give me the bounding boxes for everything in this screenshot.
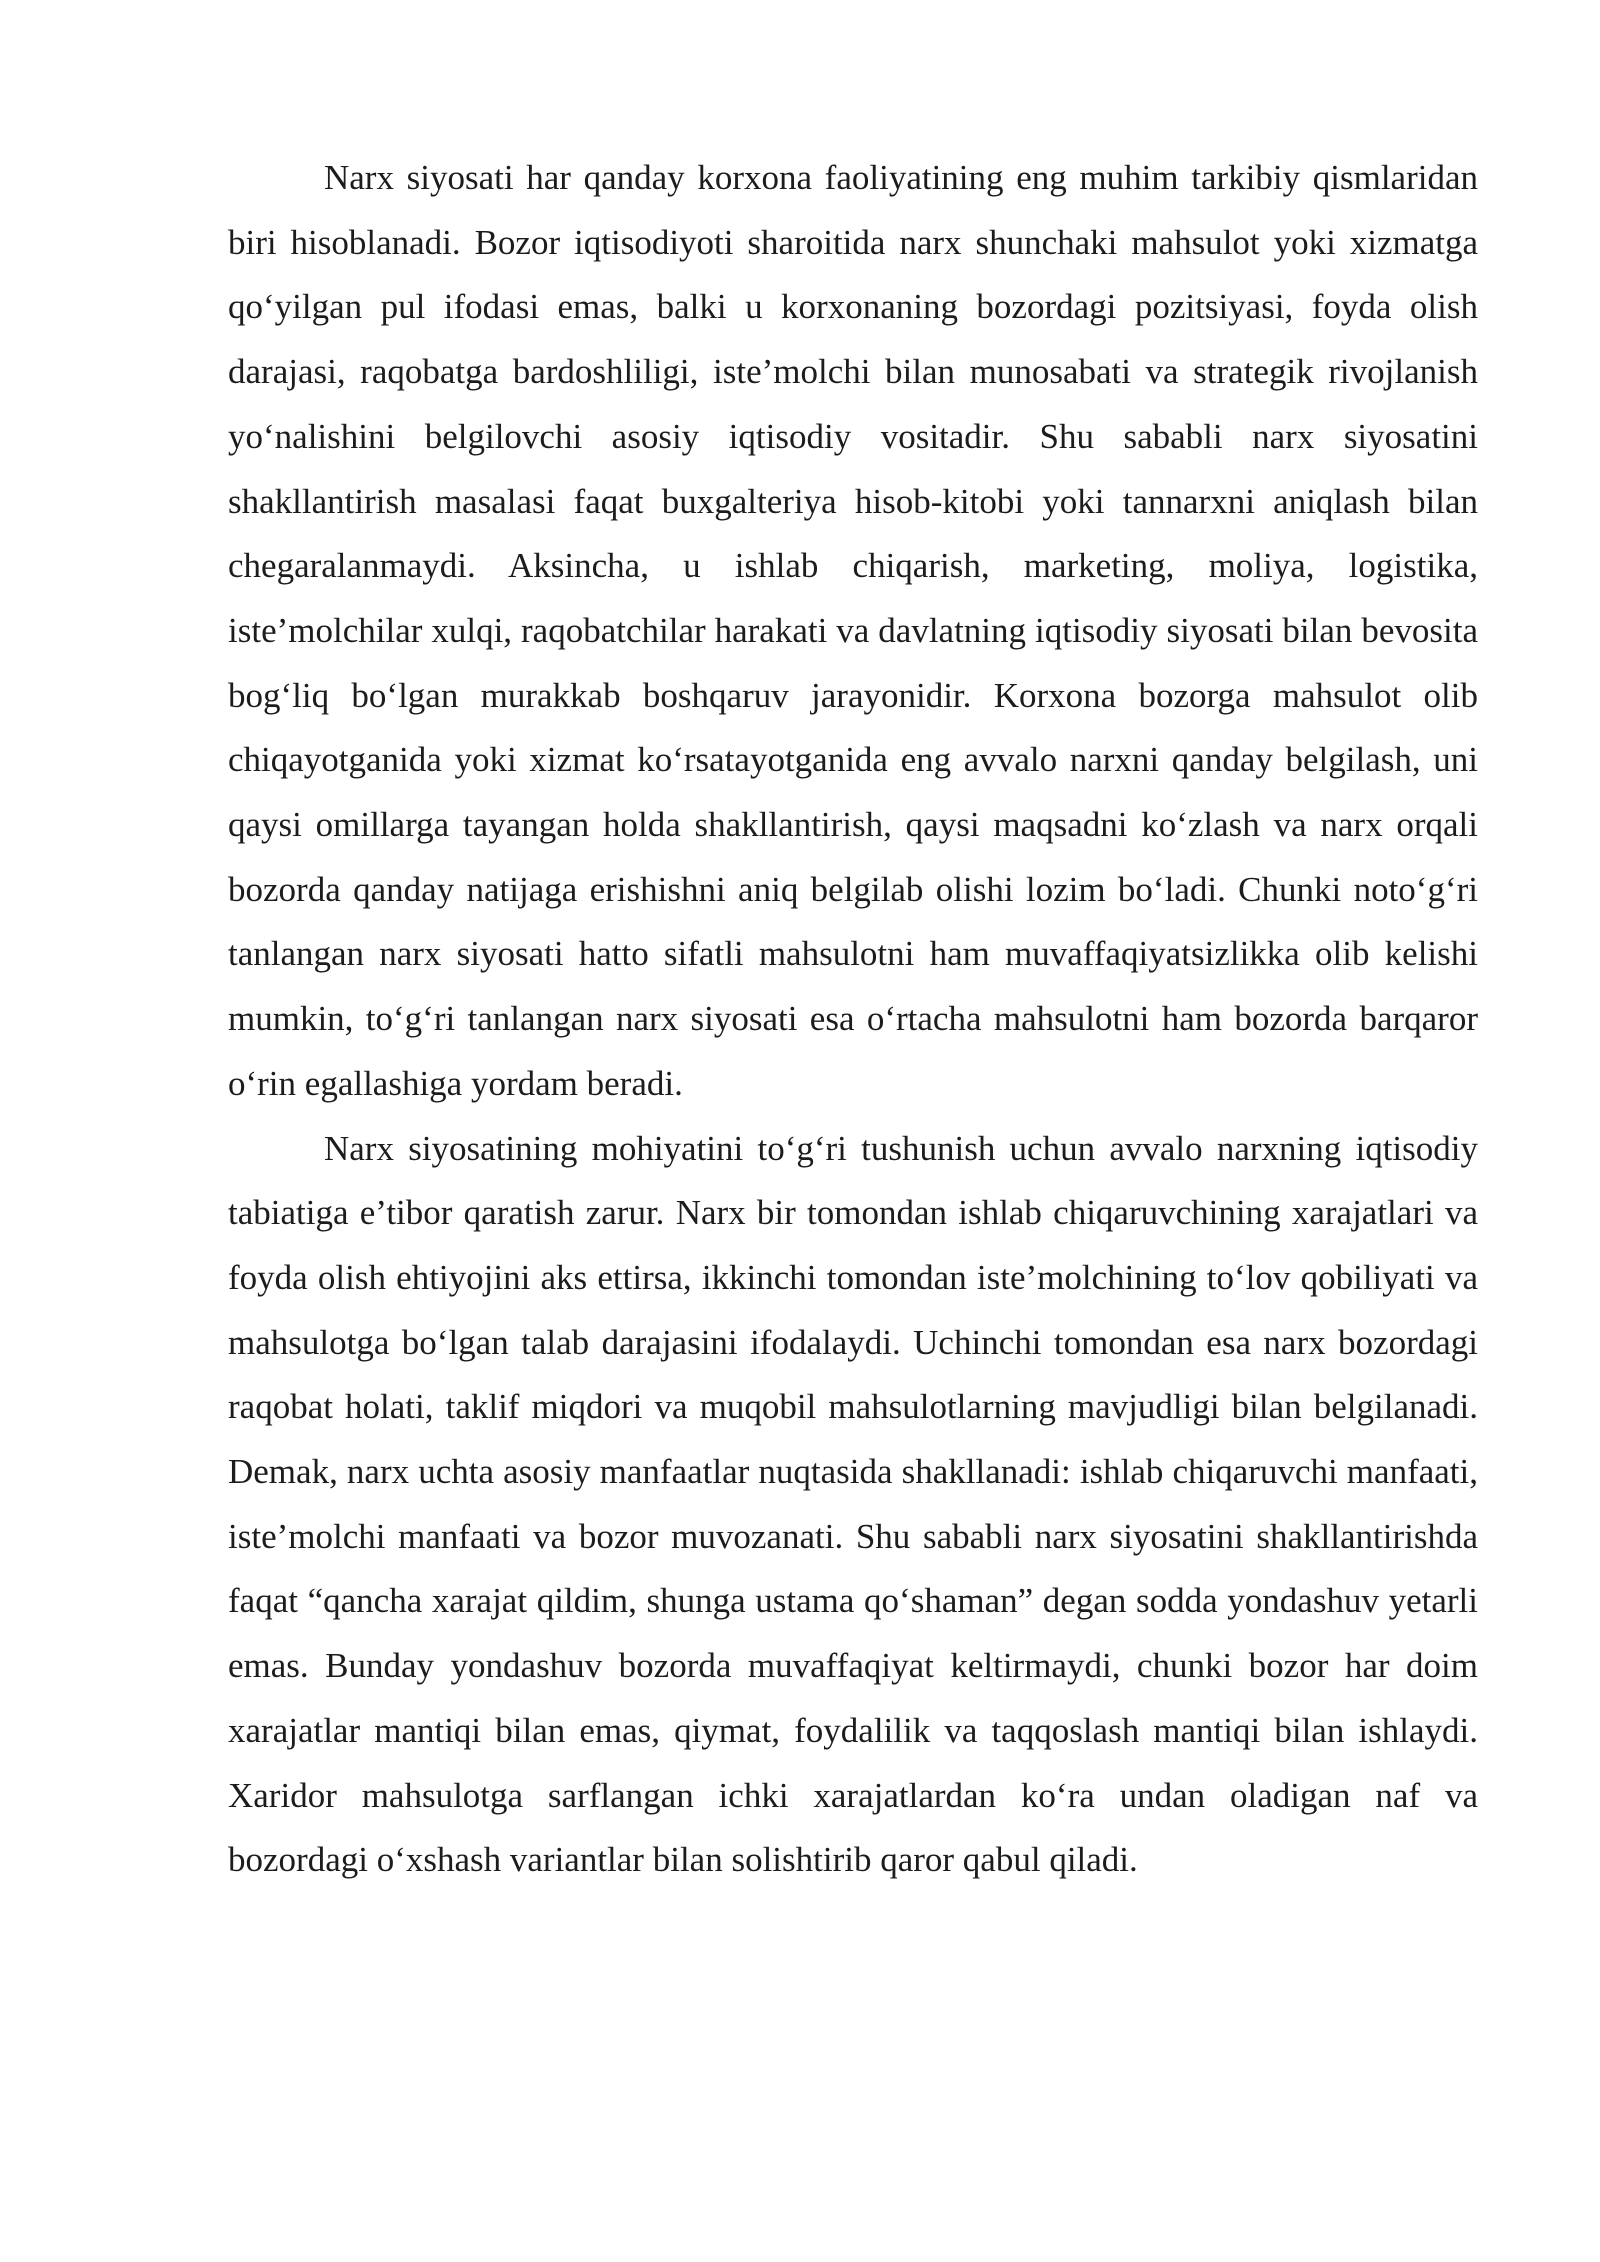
paragraph: Narx siyosatining mohiyatini to‘g‘ri tushunish uchun avvalo narxning iqtisodiy tabiatiga e’tibor qaratish zarur. Narx bir tomondan ishlab chiqaruvchining xarajatlari va foyda olish ehtiyojini aks ettirsa, ikkinchi tomondan iste’molchining to‘lov qobiliyati va mahsulotga bo‘lgan talab darajasini ifodalaydi. Uchinchi tomondan esa narx bozordagi raqobat holati, taklif miqdori va muqobil mahsulotlarning mavjudligi bilan belgilanadi. Demak, narx uchta asosiy manfaatlar nuqtasida shakllanadi: ishlab chiqaruvchi manfaati, iste’molchi manfaati va bozor muvozanati. Shu sababli narx siyosatini shakllantirishda faqat “qancha xarajat qildim, shunga ustama qo‘shaman” degan sodda yondashuv yetarli emas. Bunday yondashuv bozorda muvaffaqiyat keltirmaydi, chunki bozor har doim xarajatlar mantiqi bilan emas, qiymat, foydalilik va taqqoslash mantiqi bilan ishlaydi. Xaridor mahsulotga sarflangan ichki xarajatlardan ko‘ra undan oladigan naf va bozordagi o‘xshash variantlar bilan solishtirib qaror qabul qiladi. [228,1128,1478,1880]
document-body [228,146,1478,1893]
paragraph: Narx siyosati har qanday korxona faoliyatining eng muhim tarkibiy qismlaridan biri hisoblanadi. Bozor iqtisodiyoti sharoitida narx shunchaki mahsulot yoki xizmatga qo‘yilgan pul ifodasi emas, balki u korxonaning bozordagi pozitsiyasi, foyda olish darajasi, raqobatga bardoshliligi, iste’molchi bilan munosabati va strategik rivojlanish yo‘nalishini belgilovchi asosiy iqtisodiy vositadir. Shu sababli narx siyosatini shakllantirish masalasi faqat buxgalteriya hisob-kitobi yoki tannarxni aniqlash bilan chegaralanmaydi. Aksincha, u ishlab chiqarish, marketing, moliya, logistika, iste’molchilar xulqi, raqobatchilar harakati va davlatning iqtisodiy siyosati bilan bevosita bog‘liq bo‘lgan murakkab boshqaruv jarayonidir. Korxona bozorga mahsulot olib chiqayotganida yoki xizmat ko‘rsatayotganida eng avvalo narxni qanday belgilash, uni qaysi omillarga tayangan holda shakllantirish, qaysi maqsadni ko‘zlash va narx orqali bozorda qanday natijaga erishishni aniq belgilab olishi lozim bo‘ladi. Chunki noto‘g‘ri tanlangan narx siyosati hatto sifatli mahsulotni ham muvaffaqiyatsizlikka olib kelishi mumkin, to‘g‘ri tanlangan narx siyosati esa o‘rtacha mahsulotni ham bozorda barqaror o‘rin egallashiga yordam beradi. [228,158,1478,1103]
